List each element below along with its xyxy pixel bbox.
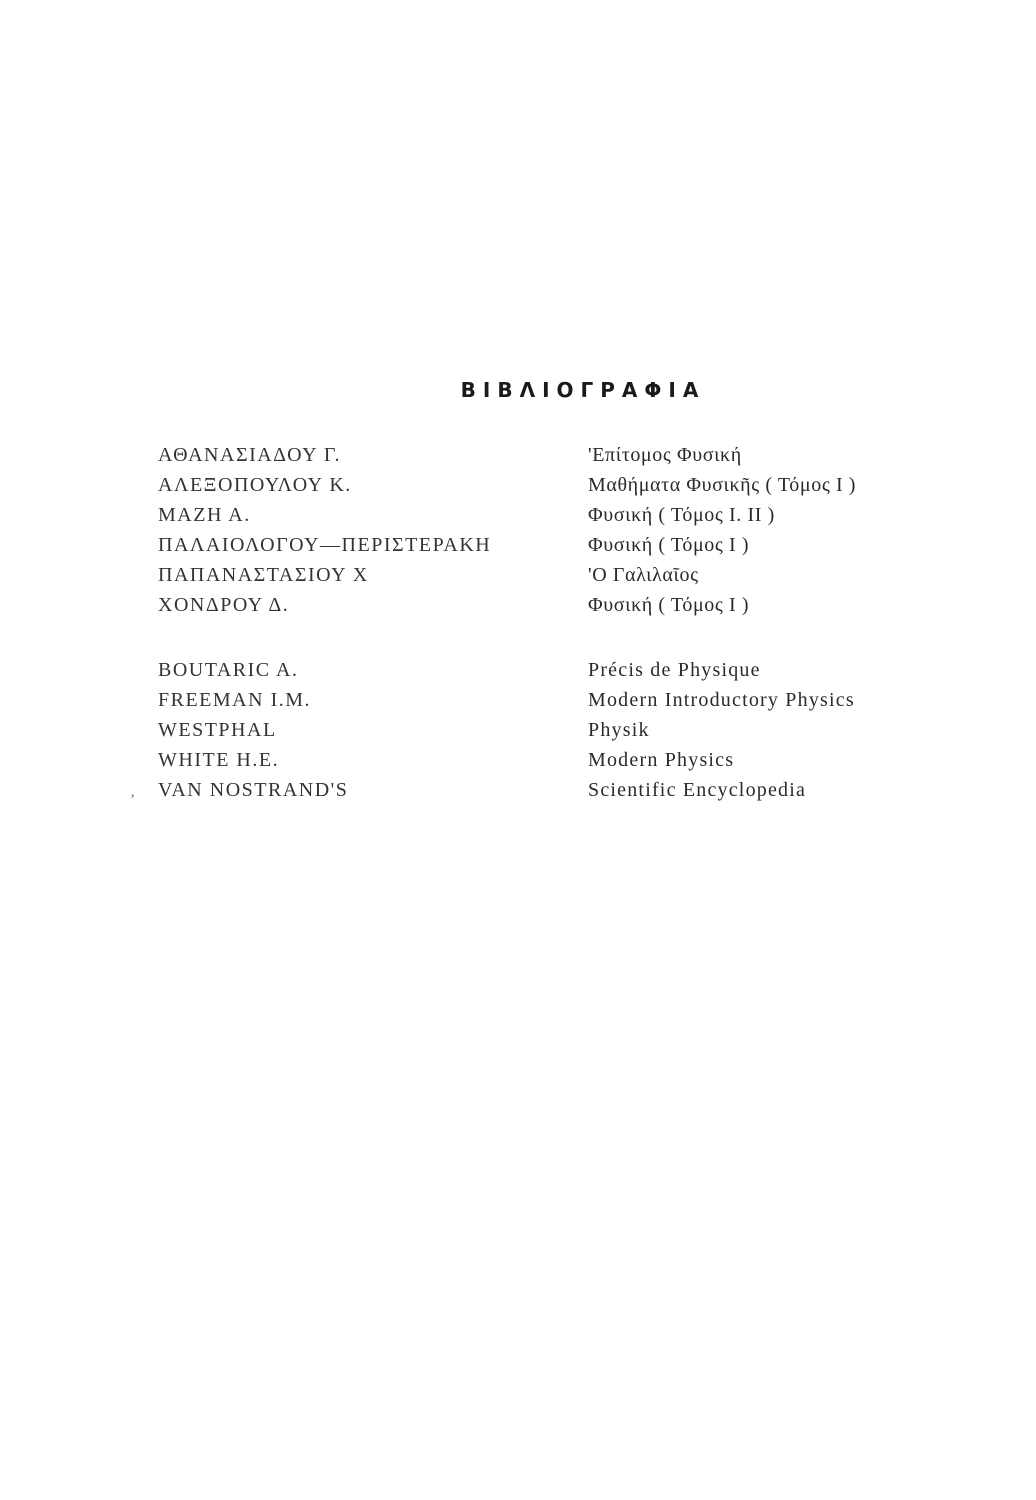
title-entry: Modern Physics (588, 749, 735, 771)
author-entry: ΠΑΛΑΙΟΛΟΓΟΥ—ΠΕΡΙΣΤΕΡΑΚΗ (158, 534, 492, 556)
title-entry: Physik (588, 719, 650, 741)
author-entry: ΧΟΝΔΡΟΥ Δ. (158, 594, 290, 616)
title-entry: 'Ο Γαλιλαῖος (588, 564, 699, 586)
author-entry: VAN NOSTRAND'S (158, 779, 349, 801)
title-entry: Précis de Physique (588, 659, 761, 681)
title-entry: 'Επίτομος Φυσική (588, 444, 742, 466)
author-entry: BOUTARIC A. (158, 659, 299, 681)
author-entry: WHITE H.E. (158, 749, 280, 771)
stray-mark: , (131, 785, 135, 800)
author-entry: WESTPHAL (158, 719, 277, 741)
title-entry: Φυσική ( Τόμος Ι ) (588, 594, 750, 616)
title-entry: Φυσική ( Τόμος Ι ) (588, 534, 750, 556)
foreign-authors-list (158, 655, 348, 805)
author-entry: ΑΘΑΝΑΣΙΑΔΟΥ Γ. (158, 444, 341, 466)
author-entry: ΠΑΠΑΝΑΣΤΑΣΙΟΥ Χ (158, 564, 369, 586)
foreign-titles-list (588, 655, 855, 805)
title-entry: Φυσική ( Τόμος Ι. ΙΙ ) (588, 504, 775, 526)
title-entry: Modern Introductory Physics (588, 689, 855, 711)
title-entry: Scientific Encyclopedia (588, 779, 807, 801)
author-entry: ΜΑΖΗ Α. (158, 504, 251, 526)
title-entry: Μαθήματα Φυσικῆς ( Τόμος Ι ) (588, 474, 857, 496)
page-title: ΒΙΒΛΙΟΓΡΑΦΙΑ (460, 378, 706, 402)
author-entry: FREEMAN I.M. (158, 689, 312, 711)
greek-authors-list (158, 440, 491, 620)
greek-titles-list (588, 440, 856, 620)
author-entry: ΑΛΕΞΟΠΟΥΛΟΥ Κ. (158, 474, 352, 496)
